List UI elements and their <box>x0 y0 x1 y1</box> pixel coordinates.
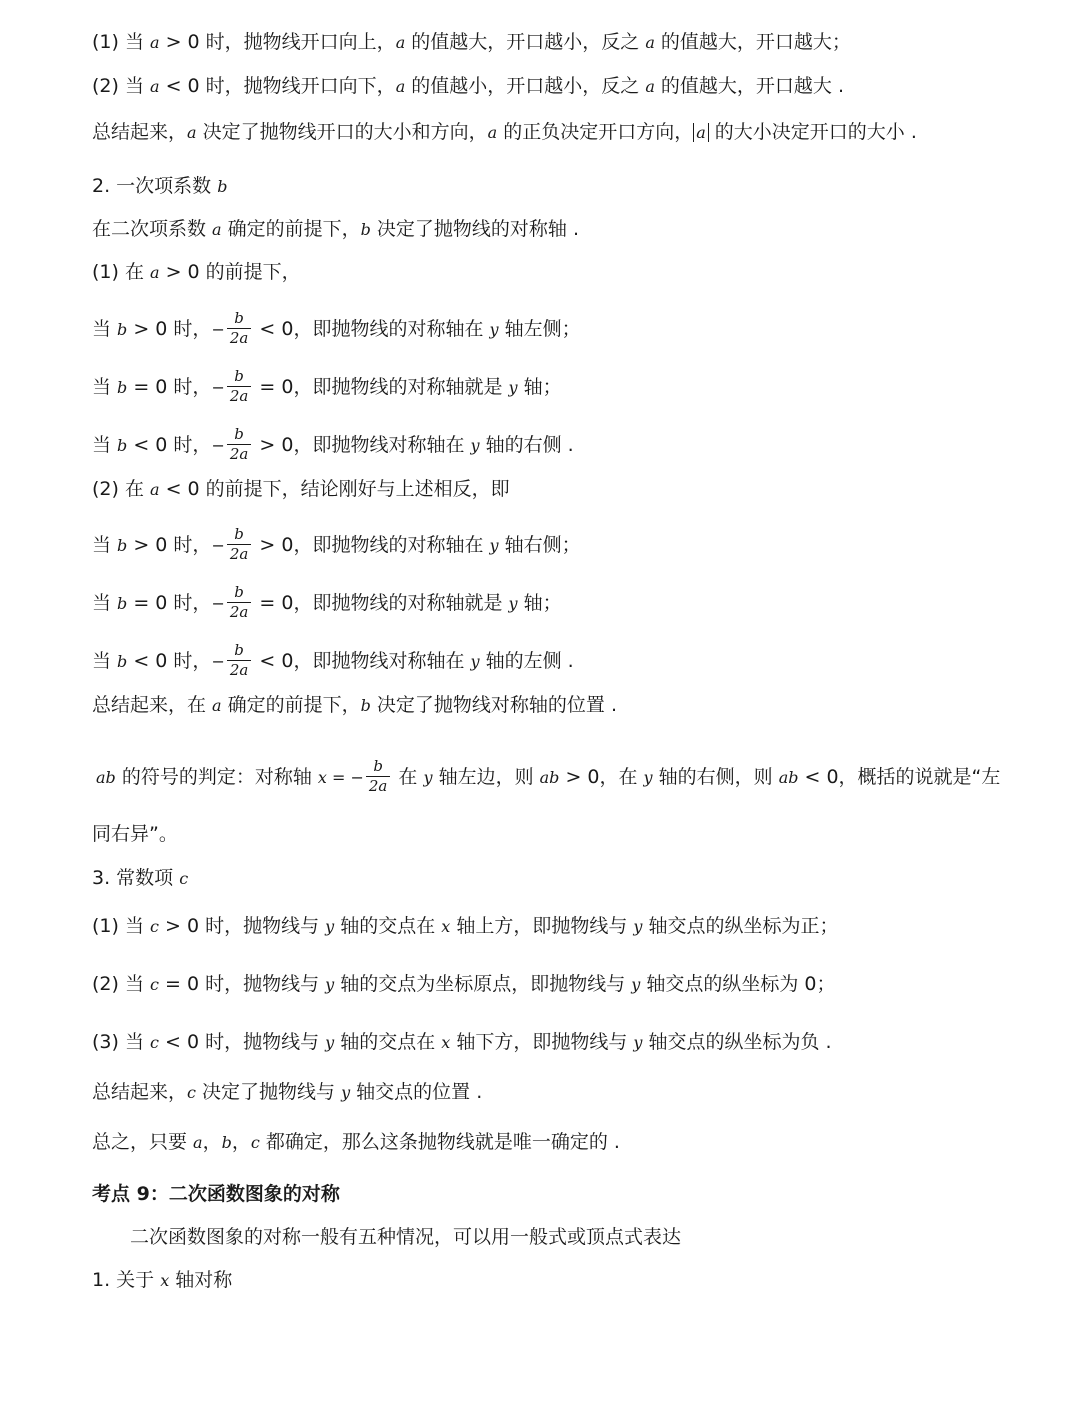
fraction-b-over-2a: $\frac{b}{2a}$ <box>227 583 252 622</box>
a-summary-line: 总结起来，a 决定了抛物线开口的大小和方向，a 的正负决定开口方向， a 的大小决定开口的大小 . <box>92 121 917 143</box>
a-positive-opening-line: (1) 当 a > 0 时，抛物线开口向上，a 的值越大，开口越小，反之 a 的值越大，开口越大； <box>92 31 851 53</box>
fraction-b-over-2a: $\frac{b}{2a}$ <box>227 425 252 464</box>
case-2-row-2: 当 b = 0 时，− $\frac{b}{2a}$ = 0，即抛物线的对称轴就是 y 轴； <box>92 583 562 621</box>
case-2-row-3: 当 b < 0 时，− $\frac{b}{2a}$ < 0，即抛物线对称轴在 y 轴的左侧 . <box>92 641 574 679</box>
section-9-item-1: 1. 关于 x 轴对称 <box>92 1269 233 1291</box>
section-3-summary: 总结起来，c 决定了抛物线与 y 轴交点的位置 . <box>92 1081 483 1103</box>
ab-sign-rule-continued: 同右异”。 <box>92 823 178 845</box>
c-zero-line: (2) 当 c = 0 时，抛物线与 y 轴的交点为坐标原点，即抛物线与 y 轴交点的纵坐标为 0； <box>92 973 836 995</box>
case-2-row-1: 当 b > 0 时，− $\frac{b}{2a}$ > 0，即抛物线的对称轴在 y 轴右侧； <box>92 525 581 563</box>
fraction-b-over-2a: $\frac{b}{2a}$ <box>366 757 391 796</box>
case-1-heading: (1) 在 a > 0 的前提下， <box>92 261 301 283</box>
section-9-title: 考点 9：二次函数图象的对称 <box>92 1183 340 1205</box>
section-2-heading: 2. 一次项系数 b <box>92 175 228 197</box>
case-1-row-2: 当 b = 0 时，− $\frac{b}{2a}$ = 0，即抛物线的对称轴就是 y 轴； <box>92 367 562 405</box>
section-9-intro: 二次函数图象的对称一般有五种情况，可以用一般式或顶点式表达 <box>130 1226 682 1248</box>
case-1-row-1: 当 b > 0 时，− $\frac{b}{2a}$ < 0，即抛物线的对称轴在 y 轴左侧； <box>92 309 581 347</box>
fraction-b-over-2a: $\frac{b}{2a}$ <box>227 367 252 406</box>
ab-sign-rule: ab 的符号的判定：对称轴 x = − $\frac{b}{2a}$ 在 y 轴左边，则 ab > 0，在 y 轴的右侧，则 ab < 0，概括的说就是“左 <box>96 757 1001 795</box>
c-positive-line: (1) 当 c > 0 时，抛物线与 y 轴的交点在 x 轴上方，即抛物线与 y 轴交点的纵坐标为正； <box>92 915 839 937</box>
a-negative-opening-line: (2) 当 a < 0 时，抛物线开口向下，a 的值越小，开口越小，反之 a 的值越大，开口越大 . <box>92 75 844 97</box>
section-2-summary: 总结起来，在 a 确定的前提下，b 决定了抛物线对称轴的位置 . <box>92 694 618 716</box>
fraction-b-over-2a: $\frac{b}{2a}$ <box>227 525 252 564</box>
fraction-b-over-2a: $\frac{b}{2a}$ <box>227 641 252 680</box>
case-1-row-3: 当 b < 0 时，− $\frac{b}{2a}$ > 0，即抛物线对称轴在 y 轴的右侧 . <box>92 425 574 463</box>
conclusion-line: 总之，只要 a，b，c 都确定，那么这条抛物线就是唯一确定的 . <box>92 1131 620 1153</box>
c-negative-line: (3) 当 c < 0 时，抛物线与 y 轴的交点在 x 轴下方，即抛物线与 y 轴交点的纵坐标为负 . <box>92 1031 832 1053</box>
section-2-intro: 在二次项系数 a 确定的前提下，b 决定了抛物线的对称轴 . <box>92 218 580 240</box>
fraction-b-over-2a: $\frac{b}{2a}$ <box>227 309 252 348</box>
case-2-heading: (2) 在 a < 0 的前提下，结论刚好与上述相反，即 <box>92 478 510 500</box>
section-3-heading: 3. 常数项 c <box>92 867 189 889</box>
